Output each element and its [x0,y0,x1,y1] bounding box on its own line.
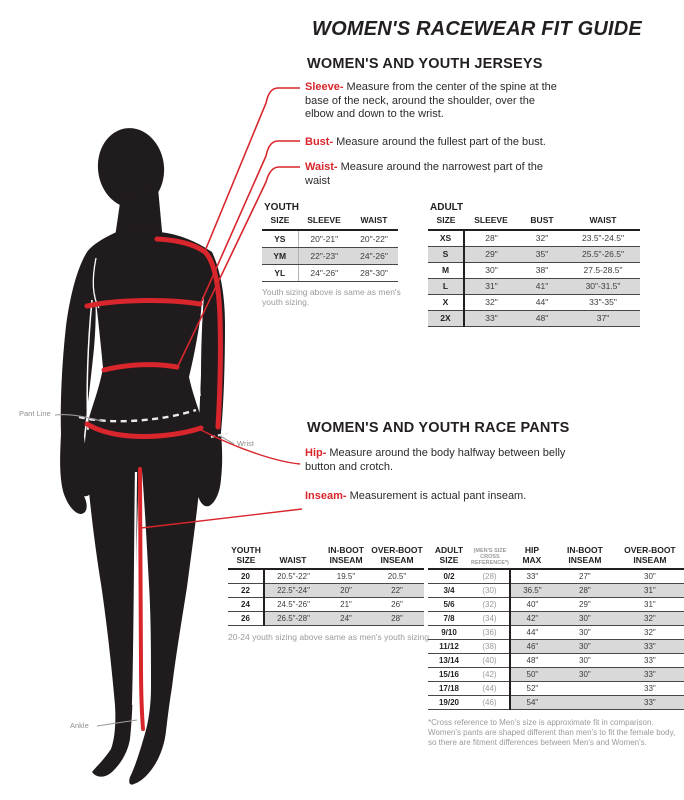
table-cell: 20.5"-22" [264,569,322,584]
table-row [228,584,424,598]
table-cell: 21" [322,598,370,612]
table-cell: 20"-22" [350,230,398,248]
adult-jersey-table-block [428,202,640,327]
table-cell: 50" [510,668,554,682]
column-header: YOUTH SIZE [228,546,264,569]
column-header: OVER-BOOT INSEAM [616,546,684,569]
table-cell: 33" [616,668,684,682]
table-cell [554,696,616,710]
table-cell: 30" [554,640,616,654]
table-cell: 44" [518,294,566,310]
table-cell: 24"-26" [298,264,350,281]
table-cell: 22.5"-24" [264,584,322,598]
table-cell: 26" [370,598,424,612]
table-cell: YL [262,264,298,281]
table-cell: (38) [470,640,510,654]
table-cell: 27.5-28.5" [566,262,640,278]
page-title: WOMEN'S RACEWEAR FIT GUIDE [312,18,642,40]
table-cell: 30" [464,262,518,278]
column-header: OVER-BOOT INSEAM [370,546,424,569]
table-cell: 15/16 [428,668,470,682]
table-cell: 3/4 [428,584,470,598]
table-cell: 19/20 [428,696,470,710]
table-row [428,294,640,310]
size-table [428,546,684,710]
table-row [428,230,640,247]
table-cell: (34) [470,612,510,626]
table-cell: 22"-23" [298,247,350,264]
table-cell: 30" [616,569,684,584]
table-cell: 29" [554,598,616,612]
table-cell: (46) [470,696,510,710]
adult-pants-table [428,546,684,710]
waist-term: Waist- [305,161,338,173]
waist-measurement-note [305,161,547,188]
youth-pants-table-block [228,546,448,642]
table-row [428,598,684,612]
table-row [262,230,398,248]
pant-line-label: Pant Line [19,409,51,418]
size-table [228,546,424,626]
table-cell: 42" [510,612,554,626]
column-header: WAIST [264,546,322,569]
table-cell: 30"-31.5" [566,278,640,294]
table-cell: (40) [470,654,510,668]
table-cell: (44) [470,682,510,696]
table-cell: 31" [616,598,684,612]
table-cell: 20.5" [370,569,424,584]
table-cell: 38" [518,262,566,278]
table-cell: (30) [470,584,510,598]
table-cell: 37" [566,310,640,326]
pants-heading: WOMEN'S AND YOUTH RACE PANTS [307,420,570,436]
sleeve-term: Sleeve- [305,81,344,93]
column-header: SLEEVE [298,216,350,230]
table-cell: YM [262,247,298,264]
table-cell: 48" [510,654,554,668]
table-row [428,584,684,598]
table-cell: 25.5"-26.5" [566,246,640,262]
table-cell: 44" [510,626,554,640]
table-cell: 33" [616,696,684,710]
table-row [228,569,424,584]
table-cell: L [428,278,464,294]
table-row [428,569,684,584]
table-cell: S [428,246,464,262]
table-row [428,262,640,278]
column-header: ADULT SIZE [428,546,470,569]
table-cell: 19.5" [322,569,370,584]
table-row [428,668,684,682]
table-cell: 32" [616,626,684,640]
header-row [428,216,640,230]
table-cell: 24"-26" [350,247,398,264]
table-cell [554,682,616,696]
table-cell: 28"-30" [350,264,398,281]
header-row [428,546,684,569]
table-row [428,682,684,696]
table-cell: 0/2 [428,569,470,584]
table-cell: 17/18 [428,682,470,696]
table-row [262,264,398,281]
table-cell: 27" [554,569,616,584]
table-cell: 24" [322,612,370,626]
table-cell: 2X [428,310,464,326]
table-cell: 33" [616,682,684,696]
table-cell: 33" [464,310,518,326]
column-header: WAIST [566,216,640,230]
table-cell: 28" [370,612,424,626]
hip-measurement-note [305,447,567,474]
inseam-measurement-note [305,490,605,504]
inseam-term: Inseam- [305,490,347,502]
adult-jersey-table [428,216,640,327]
table-cell: 23.5"-24.5" [566,230,640,247]
table-cell: 32" [616,612,684,626]
table-cell: 52" [510,682,554,696]
wrist-label: Wrist [237,439,254,448]
youth-jersey-table [262,216,402,282]
table-cell: 26 [228,612,264,626]
table-cell: XS [428,230,464,247]
table-cell: 40" [510,598,554,612]
column-header: SIZE [262,216,298,230]
ankle-label: Ankle [70,721,89,730]
table-cell: 11/12 [428,640,470,654]
table-cell: 30" [554,612,616,626]
header-row [228,546,424,569]
table-cell: 13/14 [428,654,470,668]
table-cell: 33" [616,640,684,654]
table-cell: 5/6 [428,598,470,612]
column-header: HIP MAX [510,546,554,569]
youth-jersey-table-block [262,202,402,307]
table-cell: 31" [616,584,684,598]
column-header: SIZE [428,216,464,230]
table-cell: 30" [554,626,616,640]
table-cell: 30" [554,654,616,668]
header-row [262,216,398,230]
table-cell: 35" [518,246,566,262]
table-cell: 33"-35" [566,294,640,310]
table-cell: 22" [370,584,424,598]
table-cell: 22 [228,584,264,598]
waist-desc: Measure around the narrowest part of the waist [305,161,543,187]
table-cell: (32) [470,598,510,612]
table-row [428,246,640,262]
body-silhouette-figure [0,0,310,800]
hip-term: Hip- [305,447,327,459]
bust-measurement-note [305,136,615,150]
adult-pants-table-block [428,546,684,748]
inseam-desc: Measurement is actual pant inseam. [349,490,527,502]
table-row [428,612,684,626]
column-header: SLEEVE [464,216,518,230]
size-table [428,216,640,327]
table-row [428,626,684,640]
table-row [228,612,424,626]
sleeve-desc: Measure from the center of the spine at the base of the neck, around the shoulder, over the elbow and down to the wrist. [305,81,557,120]
table-cell: 36.5" [510,584,554,598]
table-cell: 31" [464,278,518,294]
column-header: WAIST [350,216,398,230]
adult-pants-footnote: *Cross reference to Men's size is approximate fit in comparison. Women's pants are shaped different than men's to fit the female body, so there are fitment differences between Men's and Women's. [428,718,676,747]
table-cell: 20" [322,584,370,598]
table-cell: 48" [518,310,566,326]
table-row [428,640,684,654]
table-cell: 20 [228,569,264,584]
table-cell: 24 [228,598,264,612]
table-cell: (36) [470,626,510,640]
table-cell: 54" [510,696,554,710]
youth-pants-table [228,546,448,626]
table-cell: YS [262,230,298,248]
table-cell: 32" [464,294,518,310]
table-row [428,654,684,668]
table-cell: 28" [464,230,518,247]
table-cell: 7/8 [428,612,470,626]
table-cell: 30" [554,668,616,682]
table-cell: 29" [464,246,518,262]
column-header: IN-BOOT INSEAM [322,546,370,569]
youth-jersey-table-title: YOUTH [264,202,299,213]
size-table [262,216,398,282]
bust-term: Bust- [305,136,334,148]
table-row [262,247,398,264]
hip-desc: Measure around the body halfway between belly button and crotch. [305,447,566,473]
jerseys-heading: WOMEN'S AND YOUTH JERSEYS [307,56,543,72]
table-cell: 26.5"-28" [264,612,322,626]
youth-jersey-footnote: Youth sizing above is same as men's youth sizing. [262,286,401,307]
inseam-measure-line [140,469,143,729]
table-cell: 41" [518,278,566,294]
adult-jersey-table-title: ADULT [430,202,464,213]
table-cell: 46" [510,640,554,654]
table-row [428,696,684,710]
table-cell: 20"-21" [298,230,350,248]
table-cell: (28) [470,569,510,584]
table-row [428,278,640,294]
table-cell: M [428,262,464,278]
bust-desc: Measure around the fullest part of the bust. [336,136,546,148]
youth-pants-footnote: 20-24 youth sizing above same as men's youth sizing [228,632,430,642]
table-row [228,598,424,612]
column-header: BUST [518,216,566,230]
table-cell: 33" [510,569,554,584]
column-header: (MEN'S SIZE CROSS REFERENCE*) [470,546,510,569]
table-cell: 24.5"-26" [264,598,322,612]
table-cell: 9/10 [428,626,470,640]
table-cell: 28" [554,584,616,598]
column-header: IN-BOOT INSEAM [554,546,616,569]
sleeve-measurement-note [305,81,557,122]
table-cell: 33" [616,654,684,668]
table-cell: (42) [470,668,510,682]
table-cell: X [428,294,464,310]
table-cell: 32" [518,230,566,247]
table-row [428,310,640,326]
